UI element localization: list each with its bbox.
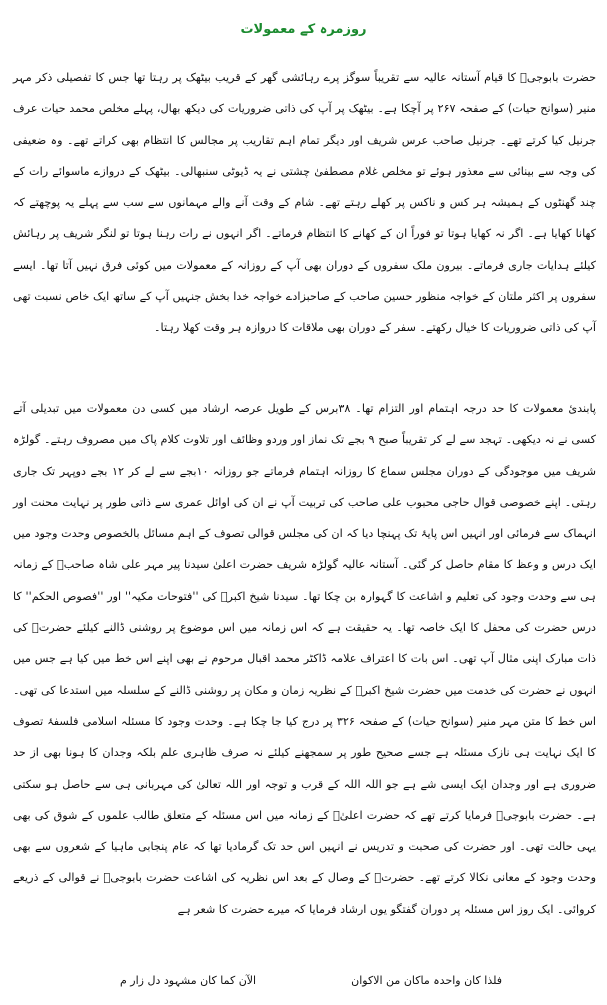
page-title: روزمرہ کے معمولات bbox=[240, 22, 367, 37]
verse-first-hemistich: فلذا کان واحدہ ماکان من الاکوان bbox=[351, 974, 502, 987]
verse-second-hemistich: الآن کما کان مشہود دل زار م bbox=[120, 974, 257, 987]
paragraph-daily-routine: حضرت بابوجیؒ کا قیام آستانہ عالیہ سے تقریباً سوگز پرے رہائشی گھر کے قریب بیٹھک پر رہتا تھا جس کا تفصیلی ذکر مہر منیر (سوانح حیات) کے صفحہ ۲۶۷ پر آچکا ہے۔ بیٹھک پر آپ کی ذاتی ضروریات کی دیکھ بھال، پہلے مخلص محمد حیات عرف جرنیل کیا کرتے تھے۔ جرنیل صاحب عرس شریف اور دیگر تمام اہم تقاریب پر مجالس کا انتظام بھی کراتے تھے۔ وہ ضعیفی کی وجہ سے بینائی سے معذور ہوئے تو مخلص غلام مصطفیٰ چشتی نے یہ ڈیوٹی سنبھالی۔ بیٹھک کے دروازے ماسوائے رات کے چند گھنٹوں کے ہمیشہ ہر کس و ناکس پر کھلے رہتے تھے۔ شام کے وقت آنے والے مہمانوں سے سب سے پہلے یہ پوچھتے کہ کھانا کھایا ہے۔ اگر نہ کھایا ہوتا تو فوراً ان کے کھانے کا انتظام فرماتے۔ اگر انہوں نے رات رہنا ہوتا تو لنگر شریف پر رہائش کیلئے ہدایات جاری فرماتے۔ بیرون ملک سفروں کے دوران بھی آپ کے روزانہ کے معمولات میں کوئی فرق نہیں آتا تھا۔ ایسے سفروں پر اکثر ملتان کے خواجہ منظور حسین صاحب کے صاحبزادے خواجہ خدا بخش جنہیں آپ کے ساتھ ایک خاص نسبت تھی آپ کی ذاتی ضروریات کا خیال رکھتے۔ سفر کے دوران بھی ملاقات کا دروازہ ہر وقت کھلا رہتا۔ bbox=[13, 71, 596, 335]
paragraph-punctuality: پابندیٔ معمولات کا حد درجہ اہتمام اور التزام تھا۔ ۳۸برس کے طویل عرصہ ارشاد میں کسی دن معمولات میں تبدیلی آتے کسی نے نہ دیکھی۔ تہجد سے لے کر تقریباً صبح ۹ بجے تک نماز اور وردو وظائف اور تلاوت کلام پاک میں مصروف رہتے۔ گولڑہ شریف میں موجودگی کے دوران مجلس سماع کا روزانہ اہتمام فرماتے جو روزانہ ۱۰بجے سے لے کر ۱۲ بجے دوپہر تک جاری رہتی۔ اپنے خصوصی قوال حاجی محبوب علی صاحب کی تربیت آپ نے ان کی اوائل عمری سے ذاتی طور پر نہایت محنت اور انہماک سے فرمائی اور انہیں اس پایۂ تک پہنچا دیا کہ ان کی مجلس قوالی تصوف کے اہم مسائل بالخصوص وحدت وجود میں ایک درس و وعظ کا مقام حاصل کر گئی۔ آستانہ عالیہ گولڑہ شریف حضرت اعلیٰ سیدنا پیر مہر علی شاہ صاحبؒ کے زمانہ ہی سے وحدت وجود کی تعلیم و اشاعت کا گہوارہ بن چکا تھا۔ سیدنا شیخ اکبرؒ کی ''فتوحات مکیہ'' اور ''فصوص الحکم'' کا درس حضرت کی محفل کا ایک خاصہ تھا۔ یہ حقیقت ہے کہ اس زمانہ میں اس موضوع پر روشنی ڈالنے کیلئے حضرتؒ کی ذات مبارک اپنی مثال آپ تھی۔ اس بات کا اعتراف علامہ ڈاکٹر محمد اقبال مرحوم نے بھی اپنے اس خط میں کیا ہے جس میں انہوں نے حضرت کی خدمت میں حضرت شیخ اکبرؒ کے نظریہ زمان و مکان پر روشنی ڈالنے کے سلسلہ میں استدعا کی تھی۔ اس خط کا متن مہر منیر (سوانح حیات) کے صفحہ ۳۲۶ پر درج کیا جا چکا ہے۔ وحدت وجود کا مسئلہ اسلامی فلسفۂ تصوف کا ایک نہایت ہی نازک مسئلہ ہے جسے صحیح طور پر سمجھنے کیلئے نہ صرف ظاہری علم بلکہ وجدان کا ہونا بھی از حد ضروری ہے اور وجدان ایک ایسی شے ہے جو اللہ اللہ کے قرب و توجہ اور اللہ تعالیٰ کی مہربانی ہی سے حاصل ہو سکتی ہے۔ حضرت بابوجیؒ فرمایا کرتے تھے کہ حضرت اعلیٰؒ کے زمانہ میں اس مسئلہ کے متعلق طالب علموں کے شوق کی بھی یہی حالت تھی۔ اور حضرت کی صحبت و تدریس نے انہیں اس حد تک گرمادیا تھا کہ عام پنجابی ماہیا کے شعروں سے بھی وحدت وجود کے معانی نکالا کرتے تھے۔ حضرتؒ کے وصال کے بعد اس نظریہ کی اشاعت حضرت بابوجیؒ نے قوالی کے ذریعے کروائی۔ ایک روز اس مسئلہ پر دوران گفتگو یوں ارشاد فرمایا کہ میرے حضرت کا شعر ہے bbox=[13, 402, 597, 916]
verse-couplet bbox=[0, 968, 607, 998]
